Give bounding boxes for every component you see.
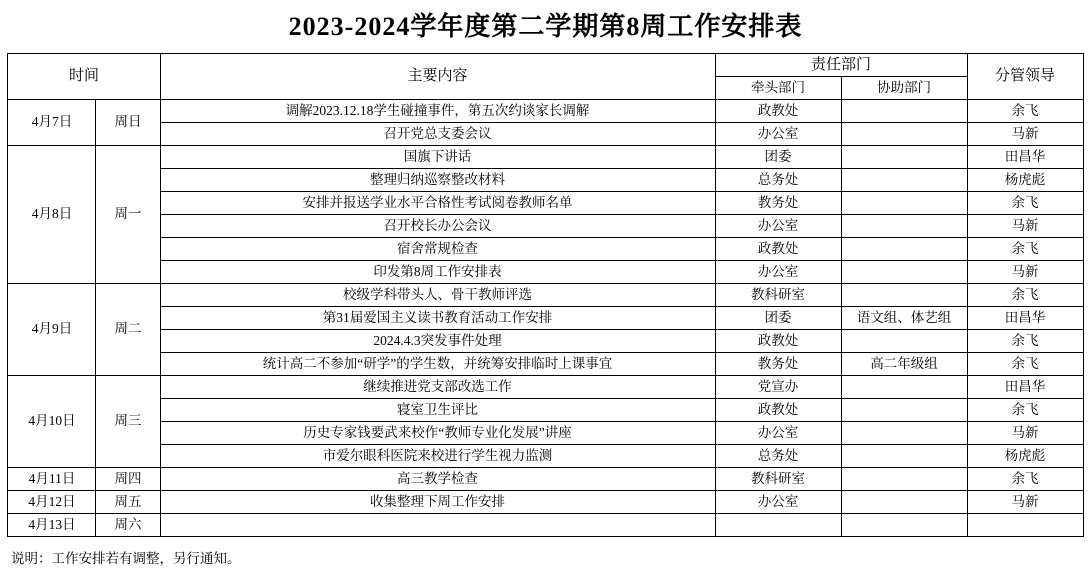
table-head	[8, 54, 1083, 100]
cell-weekday: 周二	[96, 284, 160, 376]
cell-content: 召开党总支委会议	[160, 123, 715, 146]
table-body	[8, 100, 1083, 537]
cell-assist-department	[841, 376, 967, 399]
cell-lead-department: 办公室	[715, 215, 841, 238]
cell-weekday: 周六	[96, 514, 160, 537]
cell-content: 安排并报送学业水平合格性考试阅卷教师名单	[160, 192, 715, 215]
cell-assist-department: 语文组、体艺组	[841, 307, 967, 330]
cell-leader: 余飞	[967, 192, 1083, 215]
cell-assist-department	[841, 169, 967, 192]
header-department: 责任部门	[715, 54, 967, 77]
cell-lead-department: 政教处	[715, 330, 841, 353]
table-row	[8, 307, 1083, 330]
cell-lead-department	[715, 514, 841, 537]
cell-leader: 马新	[967, 123, 1083, 146]
cell-assist-department	[841, 146, 967, 169]
cell-date: 4月13日	[8, 514, 96, 537]
table-header-row-1	[8, 54, 1083, 77]
cell-assist-department	[841, 468, 967, 491]
cell-assist-department	[841, 491, 967, 514]
cell-lead-department: 政教处	[715, 100, 841, 123]
cell-leader	[967, 514, 1083, 537]
cell-date: 4月7日	[8, 100, 96, 146]
table-row	[8, 376, 1083, 399]
cell-weekday: 周五	[96, 491, 160, 514]
table-row	[8, 353, 1083, 376]
cell-lead-department: 团委	[715, 307, 841, 330]
cell-date: 4月9日	[8, 284, 96, 376]
table-row	[8, 445, 1083, 468]
cell-leader: 马新	[967, 261, 1083, 284]
table-row	[8, 399, 1083, 422]
cell-lead-department: 办公室	[715, 491, 841, 514]
cell-content: 第31届爱国主义读书教育活动工作安排	[160, 307, 715, 330]
cell-content: 2024.4.3突发事件处理	[160, 330, 715, 353]
table-row	[8, 100, 1083, 123]
cell-lead-department: 总务处	[715, 169, 841, 192]
cell-assist-department: 高二年级组	[841, 353, 967, 376]
table-row	[8, 192, 1083, 215]
cell-assist-department	[841, 123, 967, 146]
cell-leader: 杨虎彪	[967, 445, 1083, 468]
cell-leader: 马新	[967, 215, 1083, 238]
cell-weekday: 周日	[96, 100, 160, 146]
page-title: 2023-2024学年度第二学期第8周工作安排表	[288, 12, 803, 41]
header-lead-department: 牵头部门	[715, 77, 841, 100]
cell-assist-department	[841, 284, 967, 307]
cell-weekday: 周一	[96, 146, 160, 284]
table-row	[8, 514, 1083, 537]
cell-content: 校级学科带头人、骨干教师评选	[160, 284, 715, 307]
cell-assist-department	[841, 330, 967, 353]
cell-lead-department: 办公室	[715, 261, 841, 284]
cell-lead-department: 教务处	[715, 353, 841, 376]
cell-lead-department: 政教处	[715, 238, 841, 261]
cell-assist-department	[841, 261, 967, 284]
cell-date: 4月8日	[8, 146, 96, 284]
cell-assist-department	[841, 445, 967, 468]
cell-content: 国旗下讲话	[160, 146, 715, 169]
cell-content: 收集整理下周工作安排	[160, 491, 715, 514]
cell-weekday: 周三	[96, 376, 160, 468]
cell-content: 继续推进党支部改选工作	[160, 376, 715, 399]
cell-content	[160, 514, 715, 537]
cell-lead-department: 办公室	[715, 123, 841, 146]
cell-content: 印发第8周工作安排表	[160, 261, 715, 284]
cell-leader: 田昌华	[967, 146, 1083, 169]
header-content: 主要内容	[160, 54, 715, 100]
cell-leader: 余飞	[967, 284, 1083, 307]
cell-assist-department	[841, 422, 967, 445]
cell-content: 整理归纳巡察整改材料	[160, 169, 715, 192]
table-row	[8, 169, 1083, 192]
cell-leader: 杨虎彪	[967, 169, 1083, 192]
table-row	[8, 491, 1083, 514]
cell-content: 历史专家钱要武来校作“教师专业化发展”讲座	[160, 422, 715, 445]
cell-content: 市爱尔眼科医院来校进行学生视力监测	[160, 445, 715, 468]
cell-date: 4月11日	[8, 468, 96, 491]
table-row	[8, 422, 1083, 445]
header-time: 时间	[8, 54, 160, 100]
cell-leader: 余飞	[967, 238, 1083, 261]
table-row	[8, 238, 1083, 261]
cell-leader: 马新	[967, 491, 1083, 514]
cell-date: 4月10日	[8, 376, 96, 468]
cell-lead-department: 办公室	[715, 422, 841, 445]
cell-content: 高三教学检查	[160, 468, 715, 491]
cell-leader: 田昌华	[967, 307, 1083, 330]
cell-content: 寝室卫生评比	[160, 399, 715, 422]
table-row	[8, 330, 1083, 353]
cell-weekday: 周四	[96, 468, 160, 491]
table-row	[8, 284, 1083, 307]
weekly-schedule-table	[7, 53, 1083, 537]
cell-content: 调解2023.12.18学生碰撞事件，第五次约谈家长调解	[160, 100, 715, 123]
cell-lead-department: 政教处	[715, 399, 841, 422]
cell-lead-department: 教科研室	[715, 284, 841, 307]
cell-lead-department: 团委	[715, 146, 841, 169]
note-text: 说明：工作安排若有调整，另行通知。	[11, 551, 241, 566]
cell-lead-department: 教务处	[715, 192, 841, 215]
cell-content: 宿舍常规检查	[160, 238, 715, 261]
cell-assist-department	[841, 238, 967, 261]
cell-lead-department: 教科研室	[715, 468, 841, 491]
table-row	[8, 146, 1083, 169]
cell-assist-department	[841, 514, 967, 537]
table-row	[8, 468, 1083, 491]
cell-content: 召开校长办公会议	[160, 215, 715, 238]
cell-leader: 余飞	[967, 353, 1083, 376]
cell-leader: 余飞	[967, 100, 1083, 123]
cell-content: 统计高二不参加“研学”的学生数，并统筹安排临时上课事宜	[160, 353, 715, 376]
cell-leader: 余飞	[967, 468, 1083, 491]
cell-assist-department	[841, 215, 967, 238]
cell-leader: 马新	[967, 422, 1083, 445]
cell-lead-department: 总务处	[715, 445, 841, 468]
header-assist-department: 协助部门	[841, 77, 967, 100]
cell-leader: 田昌华	[967, 376, 1083, 399]
cell-assist-department	[841, 100, 967, 123]
cell-assist-department	[841, 399, 967, 422]
cell-lead-department: 党宣办	[715, 376, 841, 399]
cell-leader: 余飞	[967, 399, 1083, 422]
table-row	[8, 261, 1083, 284]
cell-date: 4月12日	[8, 491, 96, 514]
table-row	[8, 215, 1083, 238]
header-leader: 分管领导	[967, 54, 1083, 100]
table-row	[8, 123, 1083, 146]
cell-assist-department	[841, 192, 967, 215]
cell-leader: 余飞	[967, 330, 1083, 353]
